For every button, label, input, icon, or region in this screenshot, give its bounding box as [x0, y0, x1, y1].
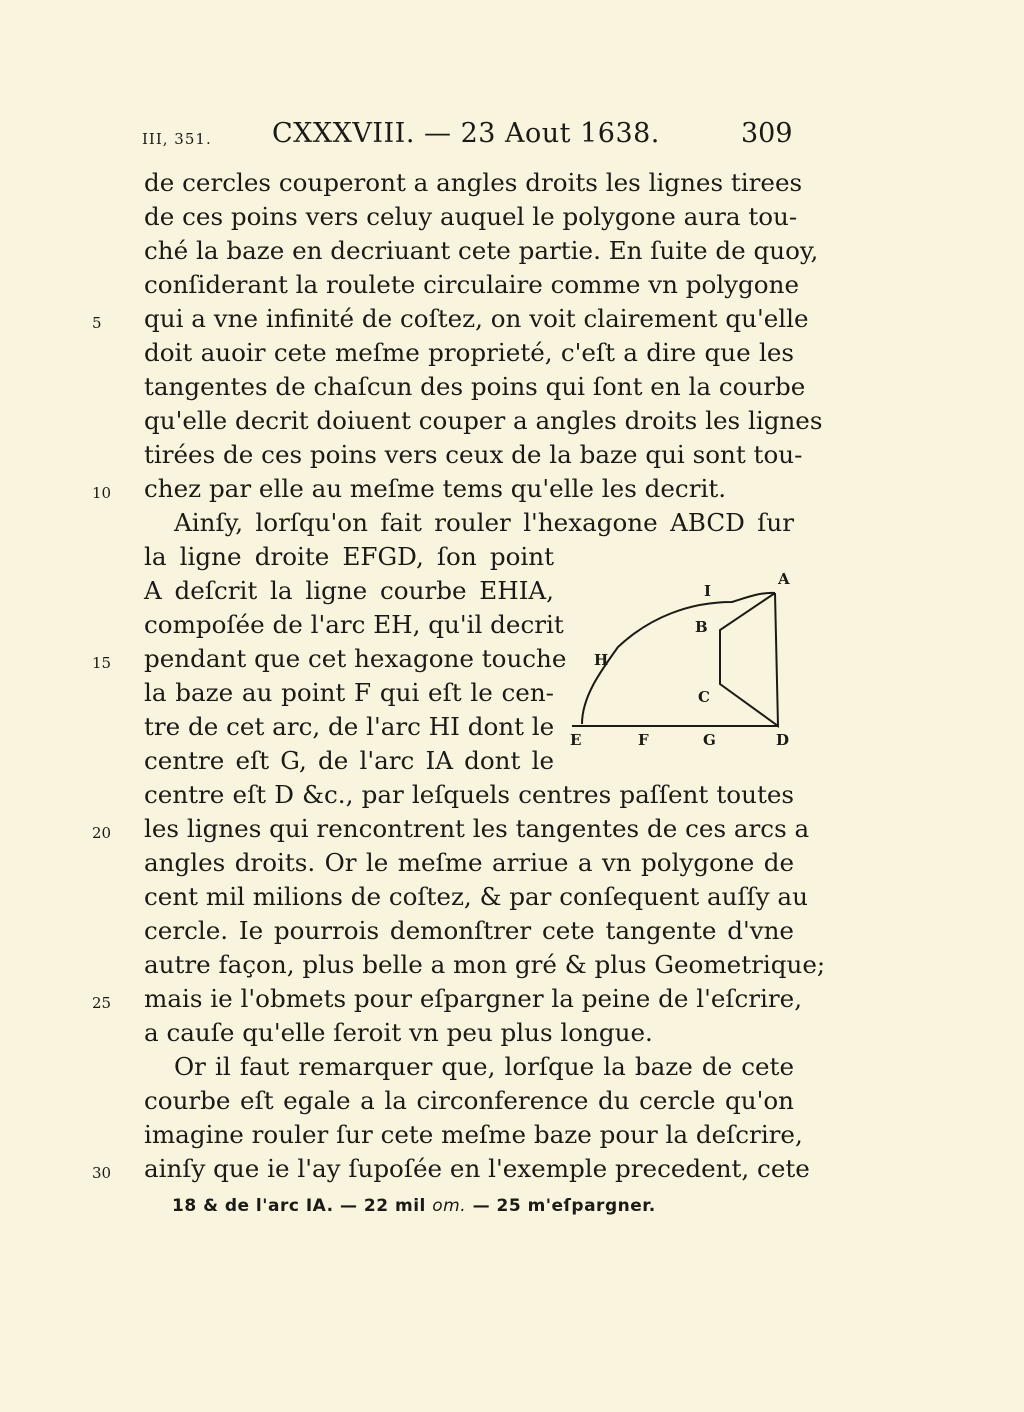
line-number: 5 [92, 314, 102, 332]
text-line: autre façon, plus belle a mon gré & plus Geometrique; [144, 950, 826, 979]
label-e: E [570, 731, 582, 749]
text-line: tre de cet arc, de l'arc HI dont le [144, 712, 555, 741]
text-line: la ligne droite EFGD, ſon point [144, 542, 554, 571]
text-line: la baze au point F qui eſt le cen- [144, 678, 554, 707]
page-number: 309 [741, 118, 793, 149]
footnote-part1: 18 & de l'arc IA. — 22 mil [172, 1196, 433, 1216]
text-line: pendant que cet hexagone touche [144, 644, 567, 673]
text-line: centre eſt G, de l'arc IA dont le [144, 746, 554, 775]
line-number: 25 [92, 994, 112, 1012]
text-line: Ainſy, lorſqu'on fait rouler l'hexagone ABCD ſur [174, 508, 794, 537]
page-header [0, 116, 1024, 156]
text-line: qu'elle decrit doiuent couper a angles droits les lignes [144, 406, 823, 435]
footnote-part2: — 25 m'eſpargner. [466, 1196, 656, 1216]
text-line: cercle. Ie pourrois demonſtrer cete tangente d'vne [144, 916, 794, 945]
text-line: de cercles couperont a angles droits les lignes tirees [144, 168, 803, 197]
label-g: G [703, 731, 716, 749]
line-number: 20 [92, 824, 112, 842]
label-d: D [776, 731, 790, 749]
text-line: mais ie l'obmets pour eſpargner la peine de l'eſcrire, [144, 984, 803, 1013]
text-line: cent mil milions de coſtez, & par conſequent auſſy au [144, 882, 808, 911]
label-b: B [695, 618, 708, 636]
text-line: chez par elle au meſme tems qu'elle les decrit. [144, 474, 727, 503]
text-line: tirées de ces poins vers ceux de la baze qui sont tou- [144, 440, 803, 469]
text-line: qui a vne infinité de coſtez, on voit clairement qu'elle [144, 304, 809, 333]
label-c: C [698, 688, 710, 706]
text-line: les lignes qui rencontrent les tangentes de ces arcs a [144, 814, 810, 843]
text-line: ainſy que ie l'ay ſupoſée en l'exemple precedent, cete [144, 1154, 810, 1183]
hexagon-outline [720, 593, 778, 726]
label-a: A [778, 570, 790, 588]
footnote-om: om. [432, 1196, 467, 1216]
text-line: A deſcrit la ligne courbe EHIA, [144, 576, 554, 605]
line-number: 30 [92, 1164, 112, 1182]
text-line: conſiderant la roulete circulaire comme vn polygone [144, 270, 800, 299]
line-number: 15 [92, 654, 112, 672]
footnote [172, 1196, 656, 1216]
label-i: I [704, 582, 712, 600]
letter-title: CXXXVIII. — 23 Aout 1638. [272, 118, 660, 149]
text-line: centre eſt D &c., par leſquels centres paſſent toutes [144, 780, 794, 809]
line-number: 10 [92, 484, 112, 502]
volume-reference: III, 351. [142, 130, 212, 148]
text-line: imagine rouler ſur cete meſme baze pour la deſcrire, [144, 1120, 803, 1149]
text-line: tangentes de chaſcun des poins qui ſont en la courbe [144, 372, 806, 401]
text-line: doit auoir cete meſme proprieté, c'eſt a dire que les [144, 338, 794, 367]
text-line: a cauſe qu'elle ſeroit vn peu plus longue. [144, 1018, 653, 1047]
text-line: ché la baze en decriuant cete partie. En ſuite de quoy, [144, 236, 819, 265]
label-h: H [594, 651, 609, 669]
text-line: de ces poins vers celuy auquel le polygone aura tou- [144, 202, 798, 231]
text-line: courbe eſt egale a la circonference du cercle qu'on [144, 1086, 794, 1115]
text-line: angles droits. Or le meſme arriue a vn polygone de [144, 848, 794, 877]
text-line: compoſée de l'arc EH, qu'il decrit [144, 610, 564, 639]
label-f: F [638, 731, 649, 749]
hexagon-cycloid-figure [560, 562, 800, 762]
text-line: Or il faut remarquer que, lorſque la baze de cete [174, 1052, 794, 1081]
